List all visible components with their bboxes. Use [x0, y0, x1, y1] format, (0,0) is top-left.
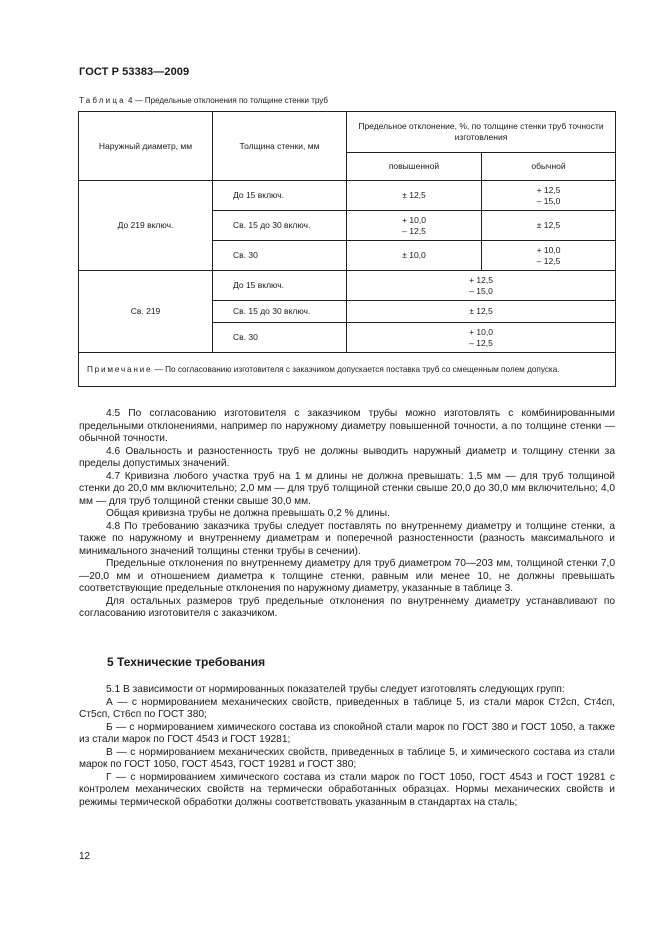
table-caption-number: 4 — [128, 96, 133, 105]
high-cell: ± 12,5 — [347, 181, 482, 211]
paragraph: А — с нормированием механических свойств, приведенных в таблице 5, из стали марок Ст2сп, Ст4сп, Ст5сп, Ст6сп по ГОСТ 380; — [79, 696, 615, 720]
paragraph: 4.6 Овальность и разностенность труб не должны выводить наружный диаметр и толщину стенки за пределы допустимых значений. — [79, 445, 615, 469]
note-label: Примечание — [87, 365, 153, 374]
paragraph: 5.1 В зависимости от нормированных показателей трубы следует изготовлять следующих групп: — [106, 684, 565, 695]
header-wall-thickness: Толщина стенки, мм — [213, 112, 347, 181]
value-line: + 10,0 — [402, 214, 426, 225]
paragraph: 4.8 По требованию заказчика трубы следует поставлять по внутреннему диаметру и толщине стенки, а также по наружному и внутреннему диаметрам и поперечной разностенности (разность максимального и минимального значений толщины стенки трубы в сечении). — [79, 520, 615, 557]
value-line: – 15,0 — [536, 195, 561, 206]
merged-cell: ± 12,5 — [347, 301, 616, 323]
value-line: + 12,5 — [469, 274, 493, 285]
value-line: – 12,5 — [402, 225, 426, 236]
value-line: – 15,0 — [469, 285, 493, 296]
wall-cell: Св. 15 до 30 включ. — [213, 211, 347, 241]
page-number: 12 — [79, 851, 91, 862]
table-caption-title: — Предельные отклонения по толщине стенки труб — [132, 96, 328, 105]
value-line: + 12,5 — [536, 184, 561, 195]
header-normal-accuracy: обычной — [482, 153, 616, 181]
note-text: — По согласованию изготовителя с заказчиком допускается поставка труб со смещенным полем допуска. — [152, 365, 560, 374]
wall-cell: Св. 30 — [213, 241, 347, 271]
paragraph: 4.7 Кривизна любого участка труб на 1 м длины не должна превышать: 1,5 мм — для труб толщиной стенки до 20,0 мм включительно; 2,0 мм — для труб толщиной стенки свыше 20,0 до 30,0 мм включительно; 4,0 мм — для труб толщиной стенки свыше 30,0 мм. — [79, 470, 615, 507]
normal-cell — [482, 181, 616, 211]
value-line: – 12,5 — [536, 255, 561, 266]
table-note — [79, 353, 616, 387]
header-deviation: Предельное отклонение, %, по толщине стенки труб точности изготовления — [347, 112, 616, 153]
paragraph: Предельные отклонения по внутреннему диаметру для труб диаметром 70—203 мм, толщиной стенки 7,0—20,0 мм и отношением диаметра к толщине стенки, равным или менее 10, не должны превышать соответствующие предельные отклонения по наружному диаметру, указанные в таблице 3. — [79, 558, 615, 594]
value-line: + 10,0 — [536, 244, 561, 255]
section-title: 5 Технические требования — [107, 655, 266, 669]
value-line: + 10,0 — [469, 326, 493, 337]
deviation-table — [78, 111, 616, 387]
table-caption — [79, 96, 328, 105]
high-cell — [347, 211, 482, 241]
value-line: – 12,5 — [469, 337, 493, 348]
group-diameter-1: До 219 включ. — [79, 181, 213, 271]
merged-cell — [347, 271, 616, 301]
wall-cell: Св. 15 до 30 включ. — [213, 301, 347, 323]
paragraph: 4.5 По согласованию изготовителя с заказчиком трубы можно изготовлять с комбинированными предельными отклонениями, например по наружному диаметру повышенной точности, а по толщине стенки — обычной точности. — [79, 408, 615, 444]
paragraph: Для остальных размеров труб предельные отклонения по внутреннему диаметру устанавливают по согласованию изготовителя с заказчиком. — [79, 595, 615, 619]
paragraph: Общая кривизна трубы не должна превышать 0,2 % длины. — [106, 508, 390, 519]
header-high-accuracy: повышенной — [347, 153, 482, 181]
paragraph: Г — с нормированием химического состава из стали марок по ГОСТ 1050, ГОСТ 4543 и ГОСТ 19281 с контролем механических свойств на термически обработанных образцах. Нормы механических свойств и режимы термической обработки должны соответствовать указанным в стандартах на сталь; — [79, 771, 615, 808]
header-outer-diameter: Наружный диаметр, мм — [79, 112, 213, 181]
paragraph: Б — с нормированием химического состава из спокойной стали марок по ГОСТ 380 и ГОСТ 1050, а также из стали марок по ГОСТ 4543 и ГОСТ 19281; — [79, 721, 615, 745]
document-header: ГОСТ Р 53383—2009 — [79, 66, 190, 78]
normal-cell — [482, 241, 616, 271]
merged-cell — [347, 323, 616, 353]
normal-cell: ± 12,5 — [482, 211, 616, 241]
wall-cell: До 15 включ. — [213, 271, 347, 301]
table-caption-label: Таблица — [79, 96, 126, 105]
group-diameter-2: Св. 219 — [79, 271, 213, 353]
body-text — [79, 408, 615, 621]
paragraph: В — с нормированием механических свойств, приведенных в таблице 5, и химического состава из стали марок по ГОСТ 1050, ГОСТ 4543, ГОСТ 19281 и ГОСТ 380; — [79, 746, 615, 770]
high-cell: ± 10,0 — [347, 241, 482, 271]
body-text-section-5 — [79, 684, 615, 809]
wall-cell: Св. 30 — [213, 323, 347, 353]
wall-cell: До 15 включ. — [213, 181, 347, 211]
